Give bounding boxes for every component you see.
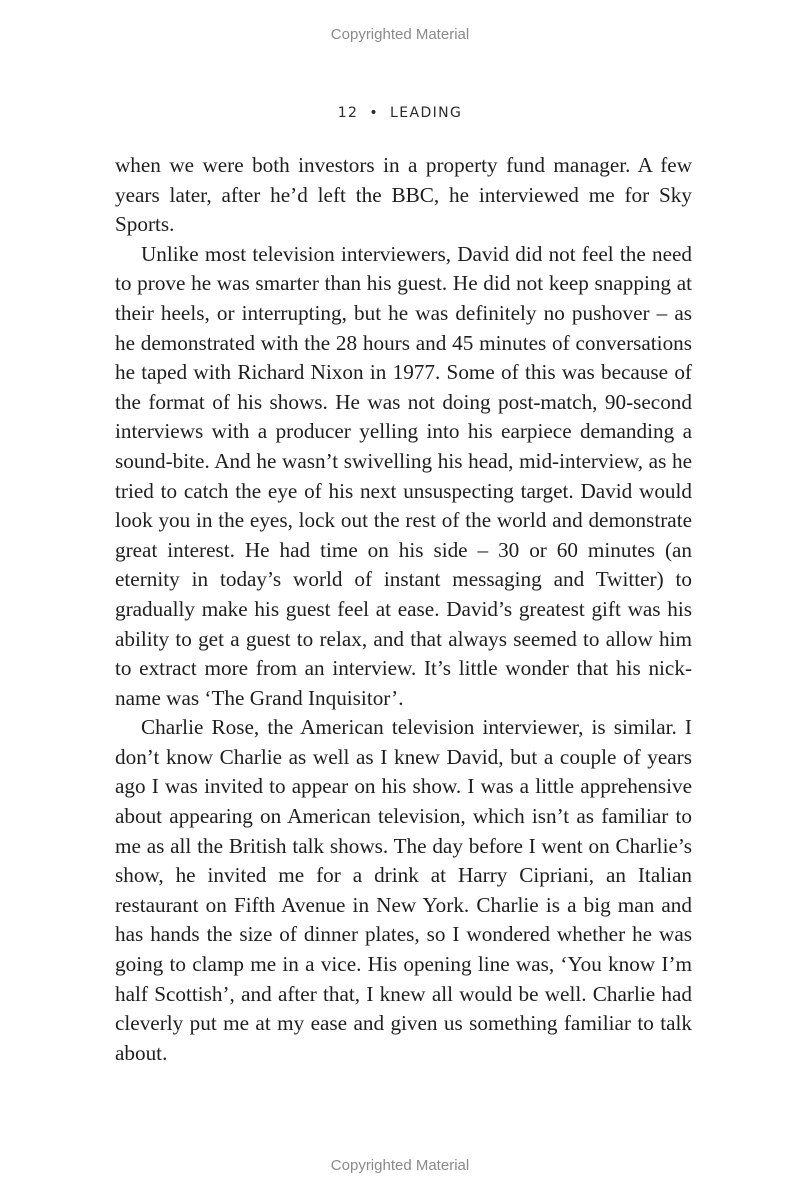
chapter-title: LEADING: [390, 105, 463, 121]
copyright-watermark-bottom: Copyrighted Material: [330, 1157, 470, 1174]
body-text: [115, 151, 692, 1068]
paragraph-charlie-rose: Charlie Rose, the American television interviewer, is similar. I don’t know Charlie as well as I knew David, but a couple of years ago I was invited to appear on his show. I was a little apprehensive about appearing on American television, which isn’t as familiar to me as all the British talk shows. The day before I went on Charlie’s show, he invited me for a drink at Harry Cipriani, an Italian restaurant on Fifth Avenue in New York. Charlie is a big man and has hands the size of dinner plates, so I wondered whether he was going to clamp me in a vice. His opening line was, ‘You know I’m half Scottish’, and after that, I knew all would be well. Charlie had cleverly put me at my ease and given us something familiar to talk about.: [115, 715, 692, 1065]
copyright-watermark-top: Copyrighted Material: [330, 26, 470, 43]
running-head-separator: •: [369, 105, 380, 121]
page-number: 12: [337, 105, 359, 121]
paragraph-continued: when we were both investors in a property fund manager. A few years later, after he’d left the BBC, he interviewed me for Sky Sports.: [115, 153, 692, 237]
paragraph-david: Unlike most television interviewers, David did not feel the need to prove he was smarter than his guest. He did not keep snapping at their heels, or interrupting, but he was definitely no pushover – as he demonstrated with the 28 hours and 45 minutes of conversations he taped with Richard Nixon in 1977. Some of this was because of the format of his shows. He was not doing post-match, 90-second interviews with a producer yelling into his earpiece demanding a sound-bite. And he wasn’t swivelling his head, mid-interview, as he tried to catch the eye of his next unsuspecting target. David would look you in the eyes, lock out the rest of the world and demonstrate great interest. He had time on his side – 30 or 60 minutes (an eternity in today’s world of instant messaging and Twitter) to gradually make his guest feel at ease. David’s greatest gift was his ability to get a guest to relax, and that always seemed to allow him to extract more from an interview. It’s little wonder that his nickname was ‘The Grand Inquisitor’.: [115, 241, 692, 710]
running-head: [0, 105, 800, 121]
